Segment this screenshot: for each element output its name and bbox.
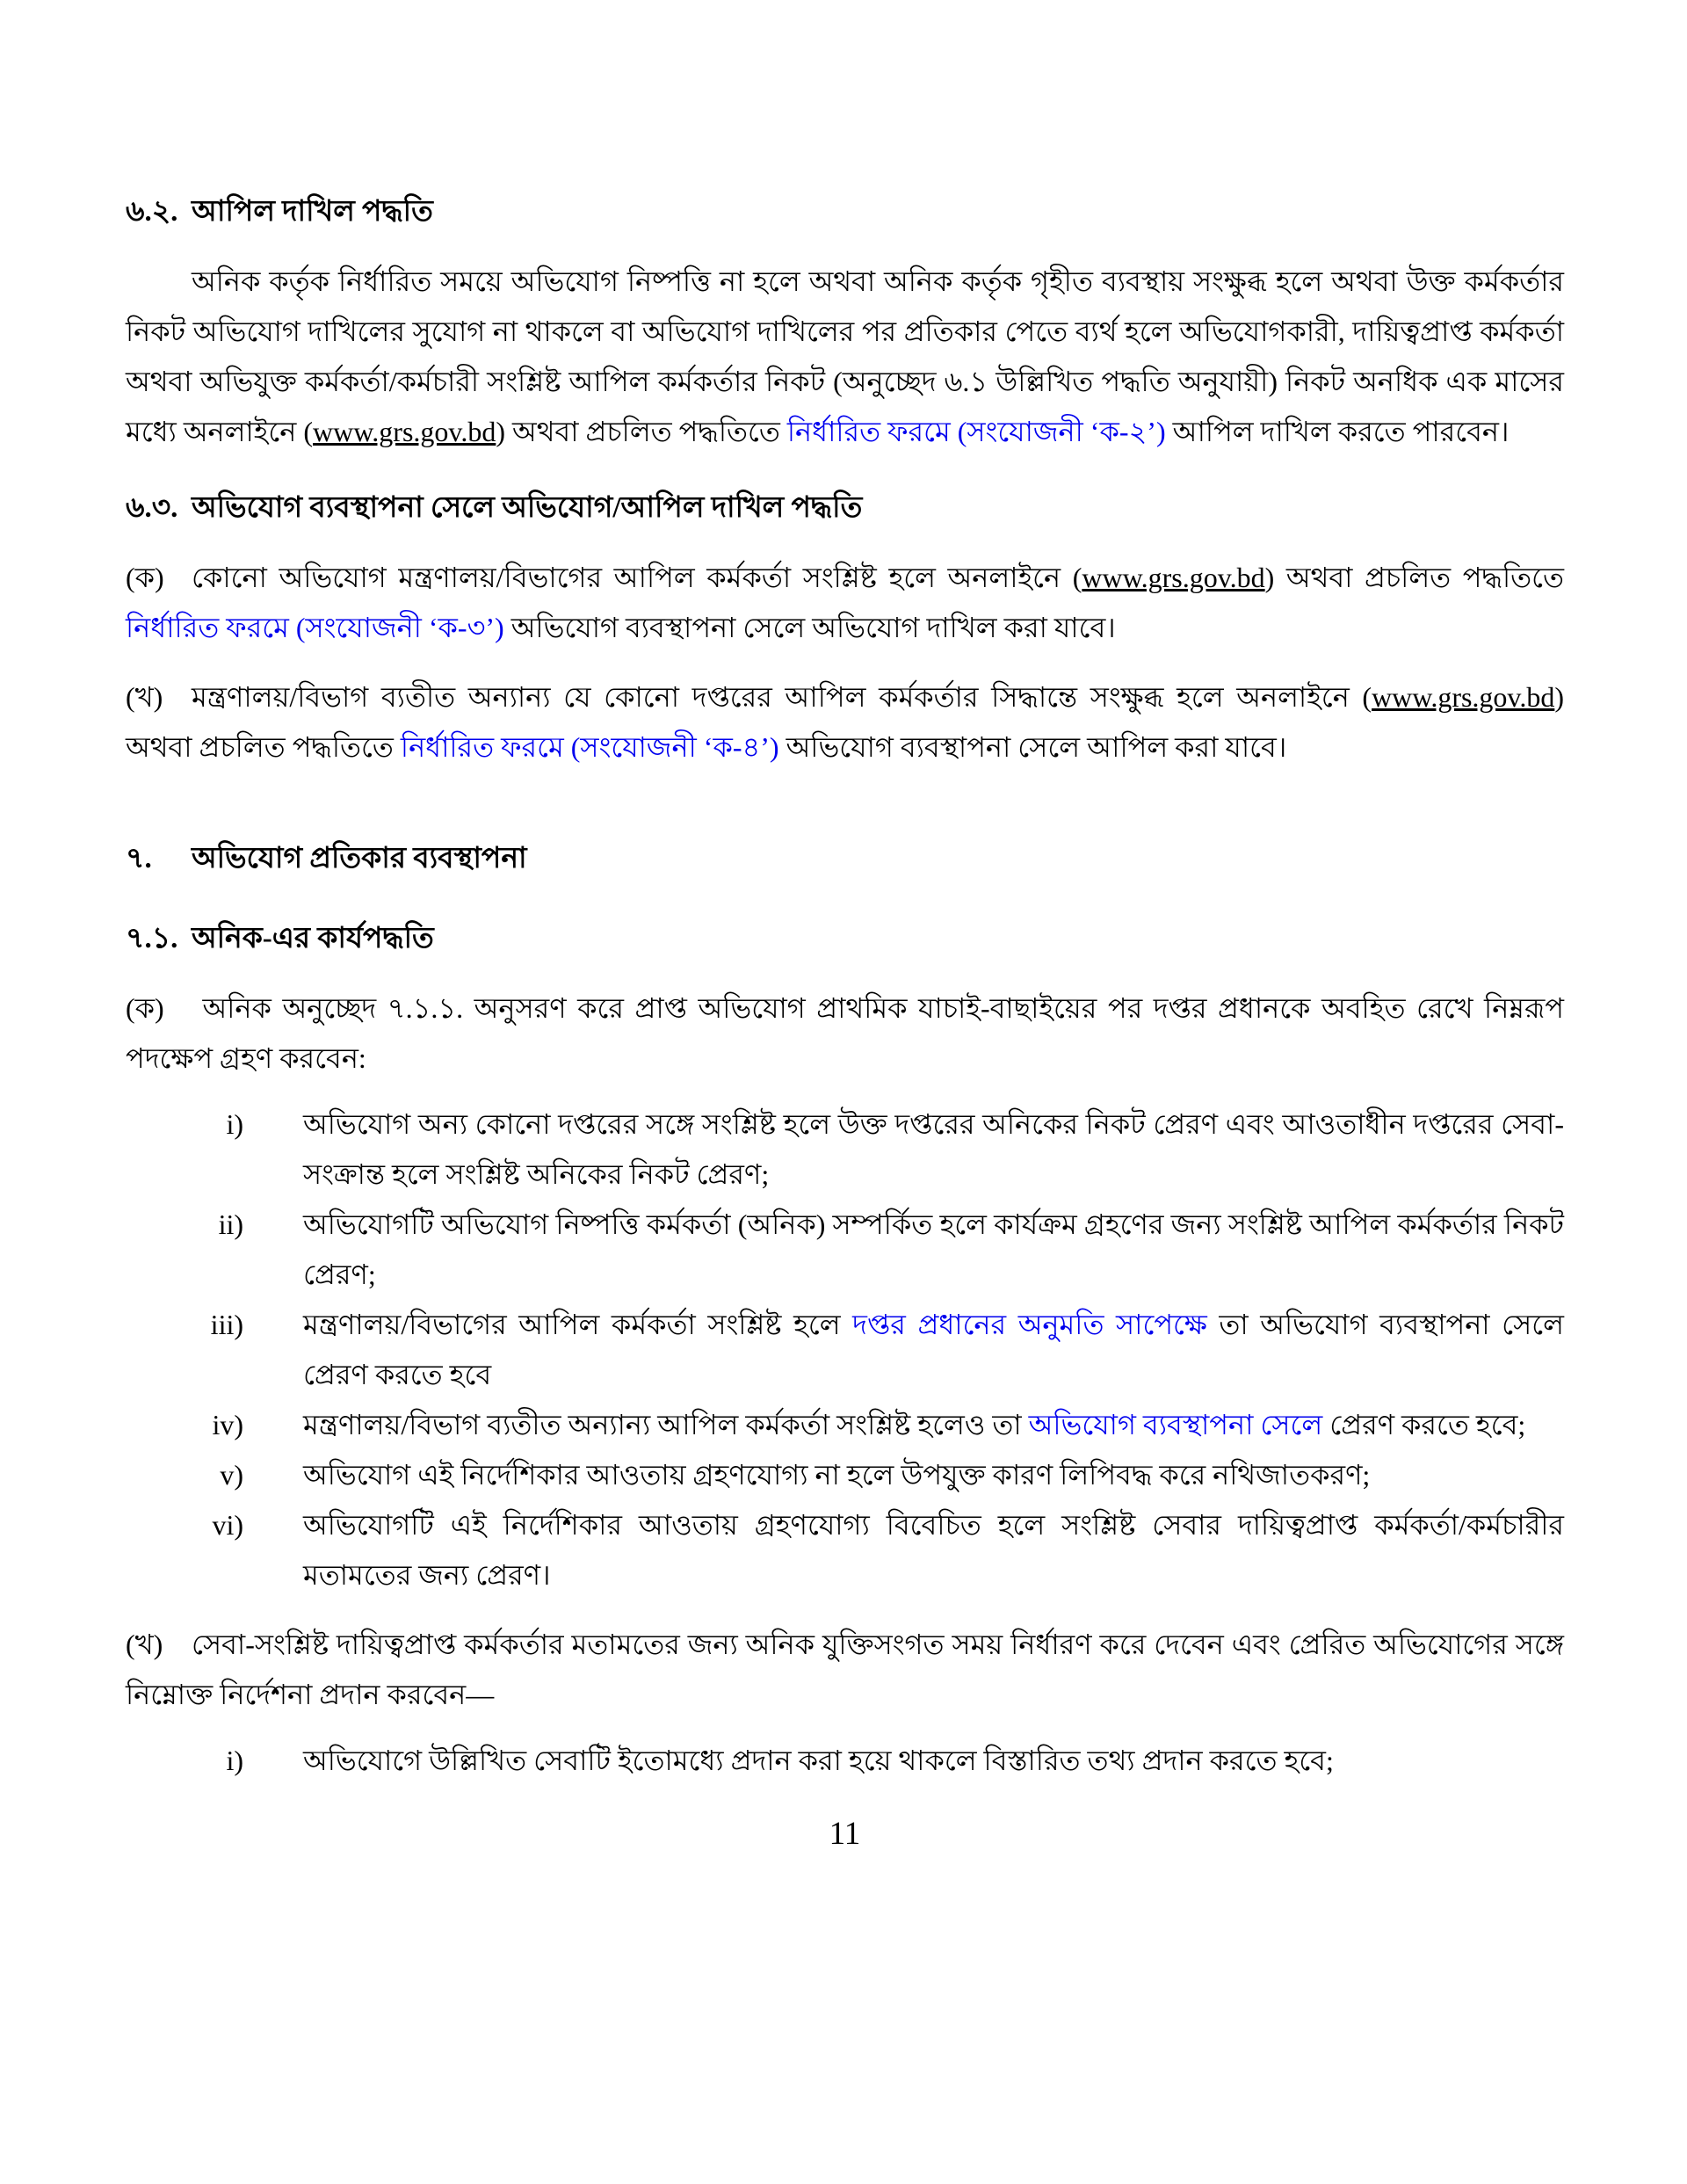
list-item-text — [303, 1309, 1564, 1390]
list-item-marker: v) — [220, 1459, 243, 1491]
list-item-marker: i) — [226, 1108, 243, 1140]
text-run: ) অথবা প্রচলিত পদ্ধতিতে — [126, 681, 1564, 763]
text-run: প্রেরণ করতে হবে; — [1322, 1409, 1526, 1440]
section-number: ৭. — [126, 843, 152, 874]
list-item-text — [303, 1459, 1370, 1491]
section-heading-7-1 — [126, 914, 1564, 964]
list-item-marker: ii) — [218, 1208, 243, 1240]
annex-form-link[interactable]: অভিযোগ ব্যবস্থাপনা সেলে — [1028, 1409, 1323, 1440]
paragraph-text — [126, 1629, 1564, 1710]
text-run: ) অথবা প্রচলিত পদ্ধতিতে — [496, 416, 787, 447]
text-run: কোনো অভিযোগ মন্ত্রণালয়/বিভাগের আপিল কর্মকর্তা সংশ্লিষ্ট হলে অনলাইনে ( — [192, 562, 1082, 593]
list-item — [126, 1500, 1564, 1600]
text-run: সেবা-সংশ্লিষ্ট দায়িত্বপ্রাপ্ত কর্মকর্তার মতামতের জন্য অনিক যুক্তিসংগত সময় নির্ধারণ করে দেবেন এবং প্রেরিত অভিযোগের সঙ্গে নিম্নোক্ত নির্দেশনা প্রদান করবেন— — [126, 1629, 1564, 1710]
grs-website-link[interactable]: www.grs.gov.bd — [1372, 681, 1555, 713]
list-item — [126, 1450, 1564, 1500]
text-run: আপিল দাখিল করতে পারবেন। — [1165, 416, 1510, 447]
list-item — [126, 1400, 1564, 1450]
section-title: অনিক-এর কার্যপদ্ধতি — [192, 923, 434, 954]
section-heading-7 — [126, 834, 1564, 884]
text-run: ) অথবা প্রচলিত পদ্ধতিতে — [1264, 562, 1564, 593]
list-item-marker: i) — [226, 1745, 243, 1776]
paragraph-63-kha — [126, 672, 1564, 773]
paragraph-text — [126, 681, 1564, 763]
list-item — [126, 1736, 1564, 1786]
paragraph-71-kha — [126, 1620, 1564, 1720]
paragraph-text — [126, 992, 1564, 1074]
text-run: অভিযোগটি এই নির্দেশিকার আওতায় গ্রহণযোগ্য বিবেচিত হলে সংশ্লিষ্ট সেবার দায়িত্বপ্রাপ্ত কর্মকর্তা/কর্মচারীর মতামতের জন্য প্রেরণ। — [303, 1509, 1564, 1591]
annex-form-link[interactable]: দপ্তর প্রধানের অনুমতি সাপেক্ষে — [852, 1309, 1207, 1340]
annex-form-link[interactable]: নির্ধারিত ফরমে (সংযোজনী ‘ক-৩’) — [126, 612, 504, 643]
paragraph-71-ka — [126, 983, 1564, 1084]
text-run: অভিযোগ ব্যবস্থাপনা সেলে আপিল করা যাবে। — [778, 731, 1287, 763]
section-heading-6-2 — [126, 187, 1564, 237]
text-run: অনিক কর্তৃক নির্ধারিত সময়ে অভিযোগ নিষ্পত্তি না হলে অথবা অনিক কর্তৃক গৃহীত ব্যবস্থায় সংক্ষুব্ধ হলে অথবা উক্ত কর্মকর্তার নিকট অভিযোগ দাখিলের সুযোগ না থাকলে বা অভিযোগ দাখিলের পর প্রতিকার পেতে ব্যর্থ হলে অভিযোগকারী, দায়িত্বপ্রাপ্ত কর্মকর্তা অথবা অভিযুক্ত কর্মকর্তা/কর্মচারী সংশ্লিষ্ট আপিল কর্মকর্তার নিকট (অনুচ্ছেদ ৬.১ উল্লিখিত পদ্ধতি অনুযায়ী) নিকট অনধিক এক মাসের মধ্যে অনলাইনে ( — [126, 265, 1564, 447]
list-item — [126, 1099, 1564, 1200]
section-number: ৭.১. — [126, 923, 178, 954]
list-item-text — [303, 1208, 1564, 1290]
text-run: অভিযোগ এই নির্দেশিকার আওতায় গ্রহণযোগ্য না হলে উপযুক্ত কারণ লিপিবদ্ধ করে নথিজাতকরণ; — [303, 1459, 1371, 1491]
text-run: মন্ত্রণালয়/বিভাগ ব্যতীত অন্যান্য যে কোনো দপ্তরের আপিল কর্মকর্তার সিদ্ধান্তে সংক্ষুব্ধ হলে অনলাইনে ( — [192, 681, 1372, 713]
list-item — [126, 1300, 1564, 1400]
text-run: অভিযোগটি অভিযোগ নিষ্পত্তি কর্মকর্তা (অনিক) সম্পর্কিত হলে কার্যক্রম গ্রহণের জন্য সংশ্লিষ্ট আপিল কর্মকর্তার নিকট প্রেরণ; — [303, 1208, 1564, 1290]
item-marker: (ক) — [126, 562, 164, 593]
list-item-text — [303, 1409, 1525, 1440]
section-title: অভিযোগ প্রতিকার ব্যবস্থাপনা — [192, 843, 527, 874]
text-run: অভিযোগ অন্য কোনো দপ্তরের সঙ্গে সংশ্লিষ্ট হলে উক্ত দপ্তরের অনিকের নিকট প্রেরণ এবং আওতাধীন দপ্তরের সেবা-সংক্রান্ত হলে সংশ্লিষ্ট অনিকের নিকট প্রেরণ; — [303, 1108, 1564, 1190]
text-run: মন্ত্রণালয়/বিভাগ ব্যতীত অন্যান্য আপিল কর্মকর্তা সংশ্লিষ্ট হলেও তা — [303, 1409, 1029, 1440]
paragraph-63-ka — [126, 553, 1564, 653]
section-title: অভিযোগ ব্যবস্থাপনা সেলে অভিযোগ/আপিল দাখিল পদ্ধতি — [192, 492, 863, 524]
text-run: অনিক অনুচ্ছেদ ৭.১.১. অনুসরণ করে প্রাপ্ত অভিযোগ প্রাথমিক যাচাই-বাছাইয়ের পর দপ্তর প্রধানকে অবহিত রেখে নিম্নরূপ পদক্ষেপ গ্রহণ করবেন: — [126, 992, 1564, 1074]
list-item-marker: iii) — [210, 1309, 243, 1340]
item-marker: (ক) — [126, 992, 164, 1024]
page-number: 11 — [829, 1816, 861, 1852]
section-number: ৬.৩. — [126, 492, 178, 524]
list-item-text — [303, 1509, 1564, 1591]
list-item — [126, 1200, 1564, 1300]
numbered-list-71 — [126, 1099, 1564, 1600]
list-item-text — [303, 1108, 1564, 1190]
numbered-list-71b — [126, 1736, 1564, 1786]
text-run: তা অভিযোগ ব্যবস্থাপনা সেলে প্রেরণ করতে হবে — [303, 1309, 1564, 1390]
item-marker: (খ) — [126, 681, 163, 713]
section-number: ৬.২. — [126, 196, 178, 228]
annex-form-link[interactable]: নির্ধারিত ফরমে (সংযোজনী ‘ক-২’) — [786, 416, 1166, 447]
text-run: অভিযোগ ব্যবস্থাপনা সেলে অভিযোগ দাখিল করা যাবে। — [503, 612, 1116, 643]
text-run: মন্ত্রণালয়/বিভাগের আপিল কর্মকর্তা সংশ্লিষ্ট হলে — [303, 1309, 853, 1340]
text-run: অভিযোগে উল্লিখিত সেবাটি ইতোমধ্যে প্রদান করা হয়ে থাকলে বিস্তারিত তথ্য প্রদান করতে হবে; — [303, 1745, 1334, 1776]
grs-website-link[interactable]: www.grs.gov.bd — [1082, 562, 1265, 593]
annex-form-link[interactable]: নির্ধারিত ফরমে (সংযোজনী ‘ক-৪’) — [400, 731, 779, 763]
paragraph-text — [126, 562, 1564, 643]
list-item-marker: iv) — [212, 1409, 243, 1440]
list-item-text — [303, 1745, 1334, 1776]
section-title: আপিল দাখিল পদ্ধতি — [192, 196, 433, 228]
section-heading-6-3 — [126, 483, 1564, 533]
grs-website-link[interactable]: www.grs.gov.bd — [313, 416, 496, 447]
paragraph-appeal-submission — [126, 257, 1564, 457]
item-marker: (খ) — [126, 1629, 163, 1660]
list-item-marker: vi) — [212, 1509, 243, 1541]
